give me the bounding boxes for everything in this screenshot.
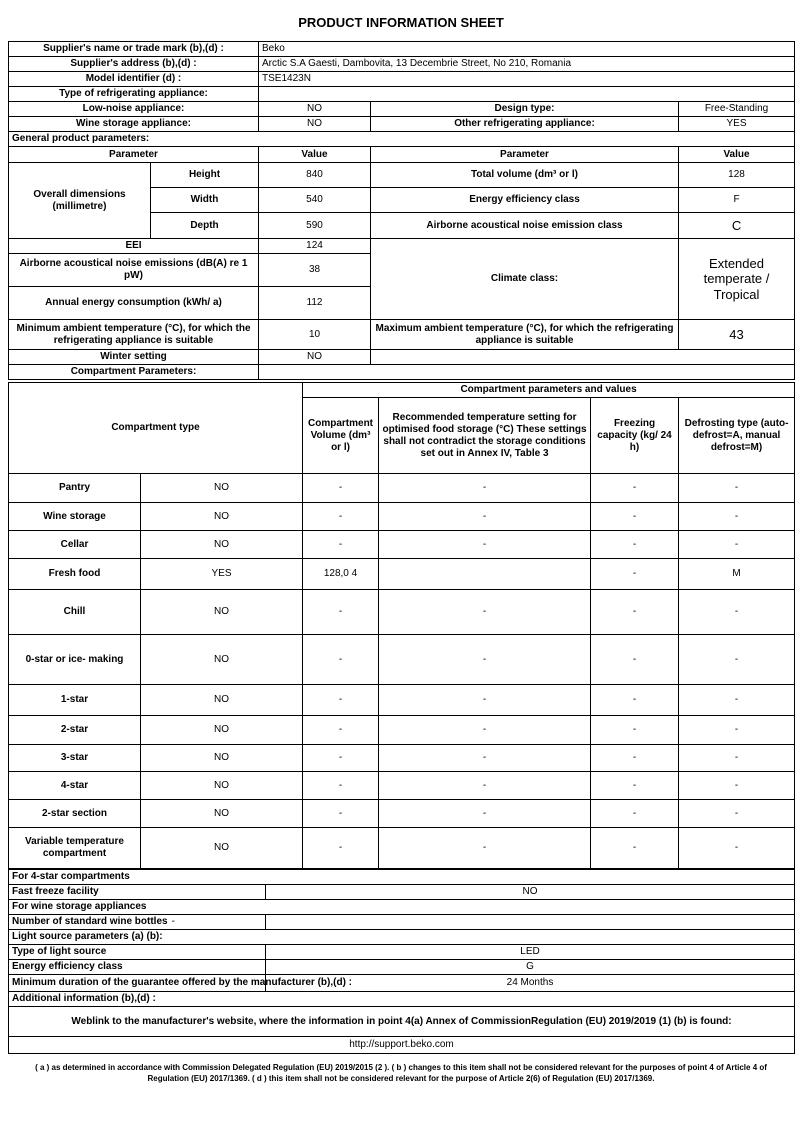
- compartment-present-cell: NO: [141, 503, 303, 531]
- compartment-defrost-cell: -: [679, 800, 795, 828]
- compartment-present-cell: NO: [141, 590, 303, 635]
- compartment-volume-cell: -: [303, 800, 379, 828]
- table-row: [9, 1037, 795, 1054]
- compartment-freezing-cell: -: [591, 716, 679, 745]
- compartment-freezing-cell: -: [591, 474, 679, 503]
- table-row: [9, 870, 795, 885]
- appliance-type-section-label: Type of refrigerating appliance:: [9, 87, 259, 102]
- wine-appliances-section-label: For wine storage appliances: [9, 900, 795, 915]
- width-label: Width: [151, 188, 259, 213]
- light-class-label: Energy efficiency class: [9, 960, 266, 975]
- page-title: PRODUCT INFORMATION SHEET: [298, 15, 504, 30]
- compartment-present-cell: NO: [141, 828, 303, 869]
- compartment-freezing-cell: -: [591, 635, 679, 685]
- defrosting-type-header: Defrosting type (auto-defrost=A, manual defrost=M): [679, 398, 795, 474]
- header-value-right: Value: [679, 147, 795, 163]
- compartment-freezing-cell: -: [591, 503, 679, 531]
- compartment-defrost-cell: -: [679, 716, 795, 745]
- compartment-freezing-cell: -: [591, 800, 679, 828]
- compartment-defrost-cell: -: [679, 590, 795, 635]
- compartment-type-cell: Wine storage: [9, 503, 141, 531]
- compartment-present-cell: YES: [141, 559, 303, 590]
- compartment-defrost-cell: M: [679, 559, 795, 590]
- compartment-volume-cell: -: [303, 745, 379, 772]
- compartment-present-cell: NO: [141, 716, 303, 745]
- compartment-defrost-cell: -: [679, 503, 795, 531]
- compartment-type-cell: 2-star section: [9, 800, 141, 828]
- climate-class-value: Extended temperate / Tropical: [679, 239, 795, 320]
- annual-energy-value: 112: [259, 287, 371, 320]
- weblink-url[interactable]: http://support.beko.com: [349, 1039, 454, 1050]
- table-row: [9, 102, 795, 117]
- compartment-temp-cell: -: [379, 772, 591, 800]
- width-value: 540: [259, 188, 371, 213]
- wine-bottles-label: Number of standard wine bottles: [12, 916, 168, 927]
- weblink-label: Weblink to the manufacturer's website, where the information in point 4(a) Annex of CommissionRegulation (EU) 2019/2019 (1) (b) is found:: [9, 1007, 795, 1037]
- light-source-section-label: Light source parameters (a) (b):: [9, 930, 795, 945]
- wine-bottles-label-cell: [9, 915, 266, 930]
- table-row: [9, 975, 795, 992]
- compartment-defrost-cell: -: [679, 772, 795, 800]
- light-class-value: G: [266, 960, 795, 975]
- additional-info-label: Additional information (b),(d) :: [9, 992, 795, 1007]
- wine-bottles-value: -: [171, 916, 175, 927]
- min-ambient-temp-value: 10: [259, 320, 371, 350]
- compartment-volume-cell: -: [303, 828, 379, 869]
- compartment-freezing-cell: -: [591, 559, 679, 590]
- compartment-present-cell: NO: [141, 531, 303, 559]
- general-info-table: [8, 41, 795, 380]
- noise-class-label: Airborne acoustical noise emission class: [371, 213, 679, 239]
- depth-label: Depth: [151, 213, 259, 239]
- guarantee-value: 24 Months: [266, 975, 795, 992]
- table-row: [9, 685, 795, 716]
- compartment-volume-cell: -: [303, 474, 379, 503]
- table-row: [9, 885, 795, 900]
- compartment-present-cell: NO: [141, 772, 303, 800]
- noise-class-value: C: [679, 213, 795, 239]
- compartment-freezing-cell: -: [591, 590, 679, 635]
- freezing-capacity-header: Freezing capacity (kg/ 24 h): [591, 398, 679, 474]
- compartment-type-cell: 4-star: [9, 772, 141, 800]
- eei-label: EEI: [9, 239, 259, 254]
- noise-emissions-value: 38: [259, 254, 371, 287]
- compartment-defrost-cell: -: [679, 474, 795, 503]
- supplier-address-label: Supplier's address (b),(d) :: [9, 57, 259, 72]
- compartment-temp-header: Recommended temperature setting for optimised food storage (°C) These settings shall not contradict the storage conditions set out in Annex IV, Table 3: [379, 398, 591, 474]
- table-row: [9, 1007, 795, 1037]
- table-row: [9, 132, 795, 147]
- compartment-defrost-cell: -: [679, 685, 795, 716]
- max-ambient-temp-value: 43: [679, 320, 795, 350]
- table-row: [9, 915, 795, 930]
- table-row: [9, 72, 795, 87]
- eei-value: 124: [259, 239, 371, 254]
- annual-energy-label: Annual energy consumption (kWh/ a): [9, 287, 259, 320]
- depth-value: 590: [259, 213, 371, 239]
- weblink-url-cell: [9, 1037, 795, 1054]
- low-noise-value: NO: [259, 102, 371, 117]
- table-row: [9, 503, 795, 531]
- compartment-volume-cell: -: [303, 716, 379, 745]
- model-identifier-label: Model identifier (d) :: [9, 72, 259, 87]
- light-type-label: Type of light source: [9, 945, 266, 960]
- table-row: [9, 117, 795, 132]
- header-parameter-right: Parameter: [371, 147, 679, 163]
- compartment-temp-cell: -: [379, 685, 591, 716]
- empty-cell: [266, 915, 795, 930]
- compartment-temp-cell: -: [379, 800, 591, 828]
- overall-dimensions-label: Overall dimensions (millimetre): [9, 163, 151, 239]
- other-appliance-label: Other refrigerating appliance:: [371, 117, 679, 132]
- empty-cell: [371, 350, 795, 365]
- min-ambient-temp-label: Minimum ambient temperature (°C), for which the refrigerating appliance is suitable: [9, 320, 259, 350]
- model-identifier-value: TSE1423N: [259, 72, 795, 87]
- compartment-volume-cell: 128,0 4: [303, 559, 379, 590]
- header-parameter-left: Parameter: [9, 147, 259, 163]
- energy-class-label: Energy efficiency class: [371, 188, 679, 213]
- compartment-volume-cell: -: [303, 503, 379, 531]
- compartment-type-header: Compartment type: [9, 383, 303, 474]
- table-row: [9, 635, 795, 685]
- wine-storage-appliance-label: Wine storage appliance:: [9, 117, 259, 132]
- compartment-temp-cell: -: [379, 590, 591, 635]
- compartment-present-cell: NO: [141, 745, 303, 772]
- compartment-present-cell: NO: [141, 685, 303, 716]
- guarantee-label: Minimum duration of the guarantee offered by the manufacturer (b),(d) :: [12, 977, 353, 988]
- table-row: [9, 42, 795, 57]
- table-row: [9, 992, 795, 1007]
- compartment-temp-cell: -: [379, 745, 591, 772]
- table-row: [9, 772, 795, 800]
- table-row: [9, 350, 795, 365]
- wine-storage-appliance-value: NO: [259, 117, 371, 132]
- design-type-label: Design type:: [371, 102, 679, 117]
- noise-emissions-label: Airborne acoustical noise emissions (dB(A) re 1 pW): [9, 254, 259, 287]
- table-row: [9, 745, 795, 772]
- table-row: [9, 930, 795, 945]
- table-row: [9, 960, 795, 975]
- fast-freeze-label: Fast freeze facility: [9, 885, 266, 900]
- compartment-section-label: Compartment Parameters:: [9, 365, 259, 380]
- supplier-name-label: Supplier's name or trade mark (b),(d) :: [9, 42, 259, 57]
- compartment-temp-cell: [379, 559, 591, 590]
- compartment-freezing-cell: -: [591, 828, 679, 869]
- table-row: [9, 716, 795, 745]
- compartment-temp-cell: -: [379, 503, 591, 531]
- table-row: [9, 900, 795, 915]
- table-row: [9, 474, 795, 503]
- compartment-temp-cell: -: [379, 474, 591, 503]
- compartment-type-cell: 2-star: [9, 716, 141, 745]
- compartment-type-cell: Fresh food: [9, 559, 141, 590]
- compartment-temp-cell: -: [379, 635, 591, 685]
- general-section-label: General product parameters:: [9, 132, 795, 147]
- winter-setting-value: NO: [259, 350, 371, 365]
- compartment-temp-cell: -: [379, 828, 591, 869]
- total-volume-label: Total volume (dm³ or l): [371, 163, 679, 188]
- compartment-volume-cell: -: [303, 685, 379, 716]
- other-appliance-value: YES: [679, 117, 795, 132]
- empty-cell: [259, 87, 795, 102]
- energy-class-value: F: [679, 188, 795, 213]
- supplier-name-value: Beko: [259, 42, 795, 57]
- compartment-volume-cell: -: [303, 590, 379, 635]
- guarantee-label-cell: [9, 975, 353, 992]
- compartment-volume-cell: -: [303, 531, 379, 559]
- compartment-type-cell: 1-star: [9, 685, 141, 716]
- table-row: [9, 800, 795, 828]
- footnote: ( a ) as determined in accordance with Commission Delegated Regulation (EU) 2019/2015 (2 ). ( b ) changes to this item shall not be considered relevant for the purposes of point 4 of Article 4 of Regulation (EU) 2017/1369. ( d ) this item shall not be considered relevant for the purpose of Article 2(6) of Regulation (EU) 2017/1369.: [35, 1063, 767, 1083]
- table-row: [9, 828, 795, 869]
- compartment-freezing-cell: -: [591, 531, 679, 559]
- compartment-volume-cell: -: [303, 635, 379, 685]
- compartment-volume-header: Compartment Volume (dm³ or l): [303, 398, 379, 474]
- table-row: [9, 87, 795, 102]
- total-volume-value: 128: [679, 163, 795, 188]
- table-row: [9, 147, 795, 163]
- fast-freeze-value: NO: [266, 885, 795, 900]
- table-row: [9, 531, 795, 559]
- compartment-type-cell: 3-star: [9, 745, 141, 772]
- table-row: [9, 163, 795, 188]
- table-row: [9, 239, 795, 254]
- compartment-type-cell: Variable temperature compartment: [9, 828, 141, 869]
- compartment-temp-cell: -: [379, 716, 591, 745]
- compartment-defrost-cell: -: [679, 635, 795, 685]
- table-row: [9, 57, 795, 72]
- compartment-defrost-cell: -: [679, 745, 795, 772]
- compartment-freezing-cell: -: [591, 685, 679, 716]
- table-row: [9, 365, 795, 380]
- winter-setting-label: Winter setting: [9, 350, 259, 365]
- height-value: 840: [259, 163, 371, 188]
- compartment-type-cell: Chill: [9, 590, 141, 635]
- table-row: [9, 559, 795, 590]
- climate-class-label: Climate class:: [371, 239, 679, 320]
- compartment-type-cell: Pantry: [9, 474, 141, 503]
- header-value-left: Value: [259, 147, 371, 163]
- empty-cell: [259, 365, 795, 380]
- compartment-temp-cell: -: [379, 531, 591, 559]
- design-type-value: Free-Standing: [679, 102, 795, 117]
- compartment-present-cell: NO: [141, 635, 303, 685]
- table-row: [9, 590, 795, 635]
- compartment-type-cell: Cellar: [9, 531, 141, 559]
- table-row: [9, 320, 795, 350]
- low-noise-label: Low-noise appliance:: [9, 102, 259, 117]
- compartment-defrost-cell: -: [679, 828, 795, 869]
- max-ambient-temp-label: Maximum ambient temperature (°C), for which the refrigerating appliance is suitable: [371, 320, 679, 350]
- compartment-present-cell: NO: [141, 800, 303, 828]
- supplier-address-value: Arctic S.A Gaesti, Dambovita, 13 Decembrie Street, No 210, Romania: [259, 57, 795, 72]
- compartment-table: [8, 382, 795, 869]
- table-row: [9, 383, 795, 398]
- footer-table: [8, 869, 795, 1054]
- compartment-volume-cell: -: [303, 772, 379, 800]
- four-star-section-label: For 4-star compartments: [9, 870, 795, 885]
- compartment-present-cell: NO: [141, 474, 303, 503]
- light-type-value: LED: [266, 945, 795, 960]
- height-label: Height: [151, 163, 259, 188]
- compartment-defrost-cell: -: [679, 531, 795, 559]
- compartment-type-cell: 0-star or ice- making: [9, 635, 141, 685]
- table-row: [9, 945, 795, 960]
- compartment-freezing-cell: -: [591, 745, 679, 772]
- compartment-params-header: Compartment parameters and values: [303, 383, 795, 398]
- compartment-freezing-cell: -: [591, 772, 679, 800]
